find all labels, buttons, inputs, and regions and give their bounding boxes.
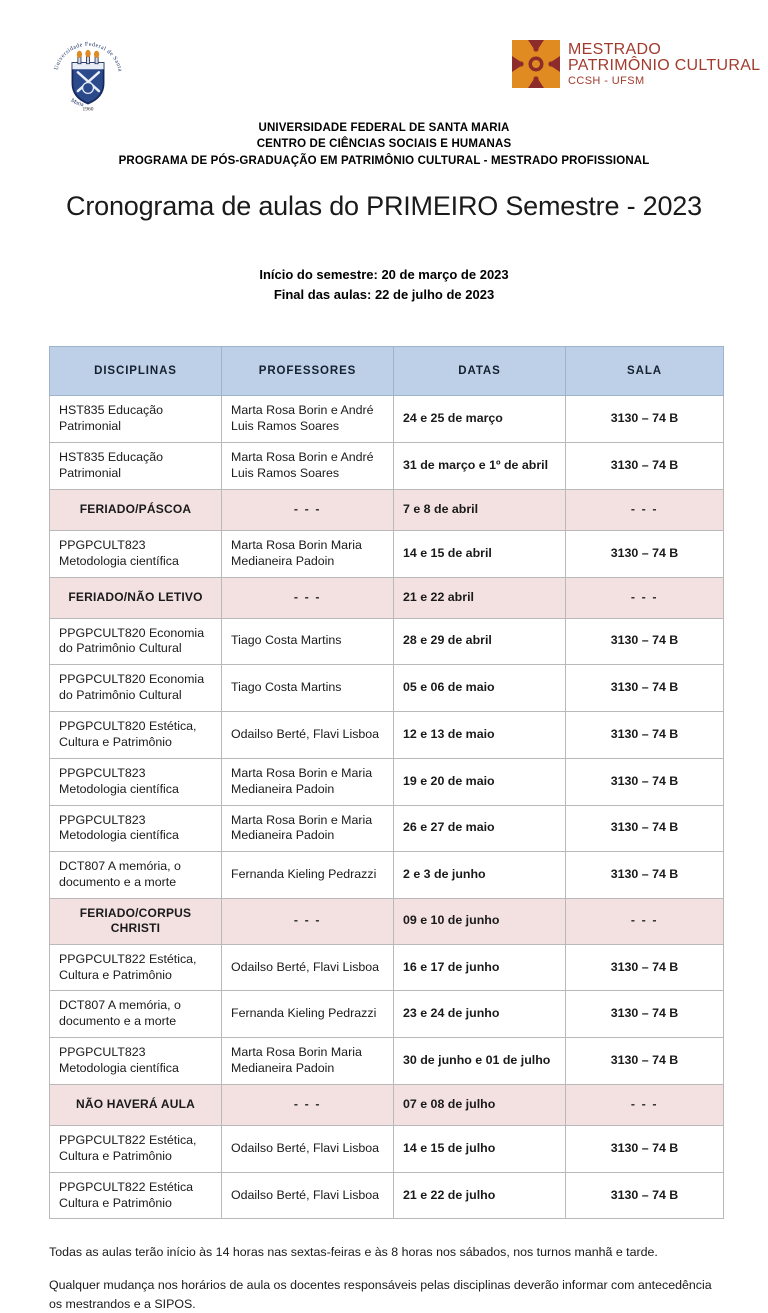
cell-datas: 16 e 17 de junho: [394, 944, 566, 991]
cell-datas: 19 e 20 de maio: [394, 758, 566, 805]
cell-professores: Odailso Berté, Flavi Lisboa: [222, 712, 394, 759]
table-row: [50, 618, 724, 665]
cell-professores: Fernanda Kieling Pedrazzi: [222, 991, 394, 1038]
note-schedule-changes: Qualquer mudança nos horários de aula os docentes responsáveis pelas disciplinas deverão informar com antecedência os mestrandos e a SIPOS.: [49, 1278, 712, 1311]
cell-datas: 30 de junho e 01 de julho: [394, 1038, 566, 1085]
cell-professores: - - -: [222, 899, 394, 945]
cell-disciplina: HST835 Educação Patrimonial: [50, 443, 222, 490]
cell-sala: 3130 – 74 B: [566, 1172, 724, 1219]
note-class-times: Todas as aulas terão início às 14 horas nas sextas-feiras e às 8 horas nos sábados, nos turnos manhã e tarde.: [49, 1245, 658, 1260]
cell-sala: 3130 – 74 B: [566, 530, 724, 577]
cell-datas: 21 e 22 abril: [394, 577, 566, 618]
cell-sala: 3130 – 74 B: [566, 852, 724, 899]
page-title: Cronograma de aulas do PRIMEIRO Semestre - 2023: [66, 190, 702, 221]
cell-sala: 3130 – 74 B: [566, 991, 724, 1038]
mestrado-logo: [512, 40, 760, 88]
cell-professores: Marta Rosa Borin e André Luis Ramos Soares: [222, 443, 394, 490]
cell-professores: Marta Rosa Borin e André Luis Ramos Soares: [222, 396, 394, 443]
mestrado-logo-line1: MESTRADO: [568, 40, 662, 58]
table-row: [50, 396, 724, 443]
cell-disciplina: FERIADO/PÁSCOA: [50, 489, 222, 530]
cell-disciplina: PPGPCULT822 Estética, Cultura e Patrimônio: [50, 1125, 222, 1172]
svg-text:Maria: Maria: [69, 97, 85, 109]
cell-professores: Marta Rosa Borin Maria Medianeira Padoin: [222, 1038, 394, 1085]
cell-disciplina: FERIADO/CORPUS CHRISTI: [50, 899, 222, 945]
semester-dates: [0, 265, 768, 305]
cell-datas: 23 e 24 de junho: [394, 991, 566, 1038]
cell-sala: - - -: [566, 577, 724, 618]
table-row: [50, 944, 724, 991]
table-row: [50, 991, 724, 1038]
cell-sala: 3130 – 74 B: [566, 1038, 724, 1085]
cell-professores: Marta Rosa Borin e Maria Medianeira Padoin: [222, 758, 394, 805]
table-row: [50, 805, 724, 852]
cell-datas: 2 e 3 de junho: [394, 852, 566, 899]
cell-disciplina: PPGPCULT823 Metodologia científica: [50, 758, 222, 805]
ufsm-seal-icon: [49, 38, 127, 116]
cell-sala: 3130 – 74 B: [566, 805, 724, 852]
table-row: [50, 758, 724, 805]
cell-disciplina: DCT807 A memória, o documento e a morte: [50, 991, 222, 1038]
institution-header: [0, 120, 768, 169]
mestrado-logo-line2: PATRIMÔNIO CULTURAL: [568, 57, 761, 75]
cell-disciplina: DCT807 A memória, o documento e a morte: [50, 852, 222, 899]
cell-professores: Marta Rosa Borin Maria Medianeira Padoin: [222, 530, 394, 577]
cell-disciplina: PPGPCULT820 Economia do Patrimônio Cultural: [50, 665, 222, 712]
cell-sala: - - -: [566, 489, 724, 530]
table-row: [50, 1125, 724, 1172]
cell-sala: - - -: [566, 899, 724, 945]
cell-datas: 14 e 15 de abril: [394, 530, 566, 577]
schedule-table: [49, 346, 724, 1219]
cell-disciplina: PPGPCULT822 Estética, Cultura e Patrimônio: [50, 944, 222, 991]
cell-datas: 24 e 25 de março: [394, 396, 566, 443]
column-header-disciplinas: DISCIPLINAS: [50, 347, 222, 396]
table-row: [50, 852, 724, 899]
cell-disciplina: NÃO HAVERÁ AULA: [50, 1084, 222, 1125]
cell-sala: 3130 – 74 B: [566, 944, 724, 991]
footer-notes: [0, 1243, 768, 1313]
cell-sala: 3130 – 74 B: [566, 758, 724, 805]
cell-datas: 31 de março e 1º de abril: [394, 443, 566, 490]
institution-line-program: PROGRAMA DE PÓS-GRADUAÇÃO EM PATRIMÔNIO CULTURAL - MESTRADO PROFISSIONAL: [118, 154, 650, 167]
cell-professores: - - -: [222, 489, 394, 530]
cell-datas: 21 e 22 de julho: [394, 1172, 566, 1219]
cell-sala: 3130 – 74 B: [566, 665, 724, 712]
table-row: [50, 899, 724, 945]
cell-professores: Marta Rosa Borin e Maria Medianeira Padoin: [222, 805, 394, 852]
institution-line-center: CENTRO DE CIÊNCIAS SOCIAIS E HUMANAS: [256, 138, 512, 151]
table-row: [50, 1084, 724, 1125]
cell-sala: 3130 – 74 B: [566, 712, 724, 759]
cell-datas: 26 e 27 de maio: [394, 805, 566, 852]
cell-datas: 05 e 06 de maio: [394, 665, 566, 712]
cell-disciplina: HST835 Educação Patrimonial: [50, 396, 222, 443]
table-row: [50, 1172, 724, 1219]
table-row: [50, 712, 724, 759]
mestrado-logo-line3: CCSH - UFSM: [568, 74, 645, 87]
institution-line-university: UNIVERSIDADE FEDERAL DE SANTA MARIA: [258, 122, 510, 134]
column-header-professores: PROFESSORES: [222, 347, 394, 396]
cell-disciplina: PPGPCULT823 Metodologia científica: [50, 530, 222, 577]
table-row: [50, 577, 724, 618]
table-row: [50, 665, 724, 712]
cell-sala: 3130 – 74 B: [566, 1125, 724, 1172]
table-row: [50, 1038, 724, 1085]
cell-datas: 7 e 8 de abril: [394, 489, 566, 530]
cell-disciplina: PPGPCULT823 Metodologia científica: [50, 1038, 222, 1085]
cell-professores: Tiago Costa Martins: [222, 665, 394, 712]
schedule-table-wrapper: [0, 346, 768, 1219]
cell-professores: - - -: [222, 577, 394, 618]
cell-professores: Odailso Berté, Flavi Lisboa: [222, 1172, 394, 1219]
cell-datas: 09 e 10 de junho: [394, 899, 566, 945]
cell-sala: - - -: [566, 1084, 724, 1125]
semester-start-date: Início do semestre: 20 de março de 2023: [259, 266, 509, 282]
cell-professores: Odailso Berté, Flavi Lisboa: [222, 1125, 394, 1172]
table-header-row: [50, 347, 724, 396]
cell-sala: 3130 – 74 B: [566, 396, 724, 443]
svg-text:Universidade Federal de Santa: Universidade Federal de Santa: [53, 41, 123, 73]
schedule-table-head: [50, 347, 724, 396]
ufsm-seal-year: 1960: [82, 106, 94, 113]
cell-professores: Fernanda Kieling Pedrazzi: [222, 852, 394, 899]
mestrado-mark-icon: [512, 40, 560, 88]
cell-disciplina: PPGPCULT823 Metodologia científica: [50, 805, 222, 852]
cell-datas: 07 e 08 de julho: [394, 1084, 566, 1125]
column-header-datas: DATAS: [394, 347, 566, 396]
cell-sala: 3130 – 74 B: [566, 618, 724, 665]
table-row: [50, 530, 724, 577]
cell-disciplina: PPGPCULT820 Estética, Cultura e Patrimônio: [50, 712, 222, 759]
cell-professores: Tiago Costa Martins: [222, 618, 394, 665]
cell-disciplina: PPGPCULT822 Estética Cultura e Patrimônio: [50, 1172, 222, 1219]
schedule-table-body: [50, 396, 724, 1219]
cell-sala: 3130 – 74 B: [566, 443, 724, 490]
cell-disciplina: PPGPCULT820 Economia do Patrimônio Cultural: [50, 618, 222, 665]
cell-datas: 28 e 29 de abril: [394, 618, 566, 665]
semester-end-date: Final das aulas: 22 de julho de 2023: [273, 287, 495, 303]
table-row: [50, 489, 724, 530]
column-header-sala: SALA: [566, 347, 724, 396]
cell-datas: 14 e 15 de julho: [394, 1125, 566, 1172]
cell-professores: - - -: [222, 1084, 394, 1125]
table-row: [50, 443, 724, 490]
cell-professores: Odailso Berté, Flavi Lisboa: [222, 944, 394, 991]
header-logo-bar: [0, 0, 768, 113]
cell-datas: 12 e 13 de maio: [394, 712, 566, 759]
cell-disciplina: FERIADO/NÃO LETIVO: [50, 577, 222, 618]
